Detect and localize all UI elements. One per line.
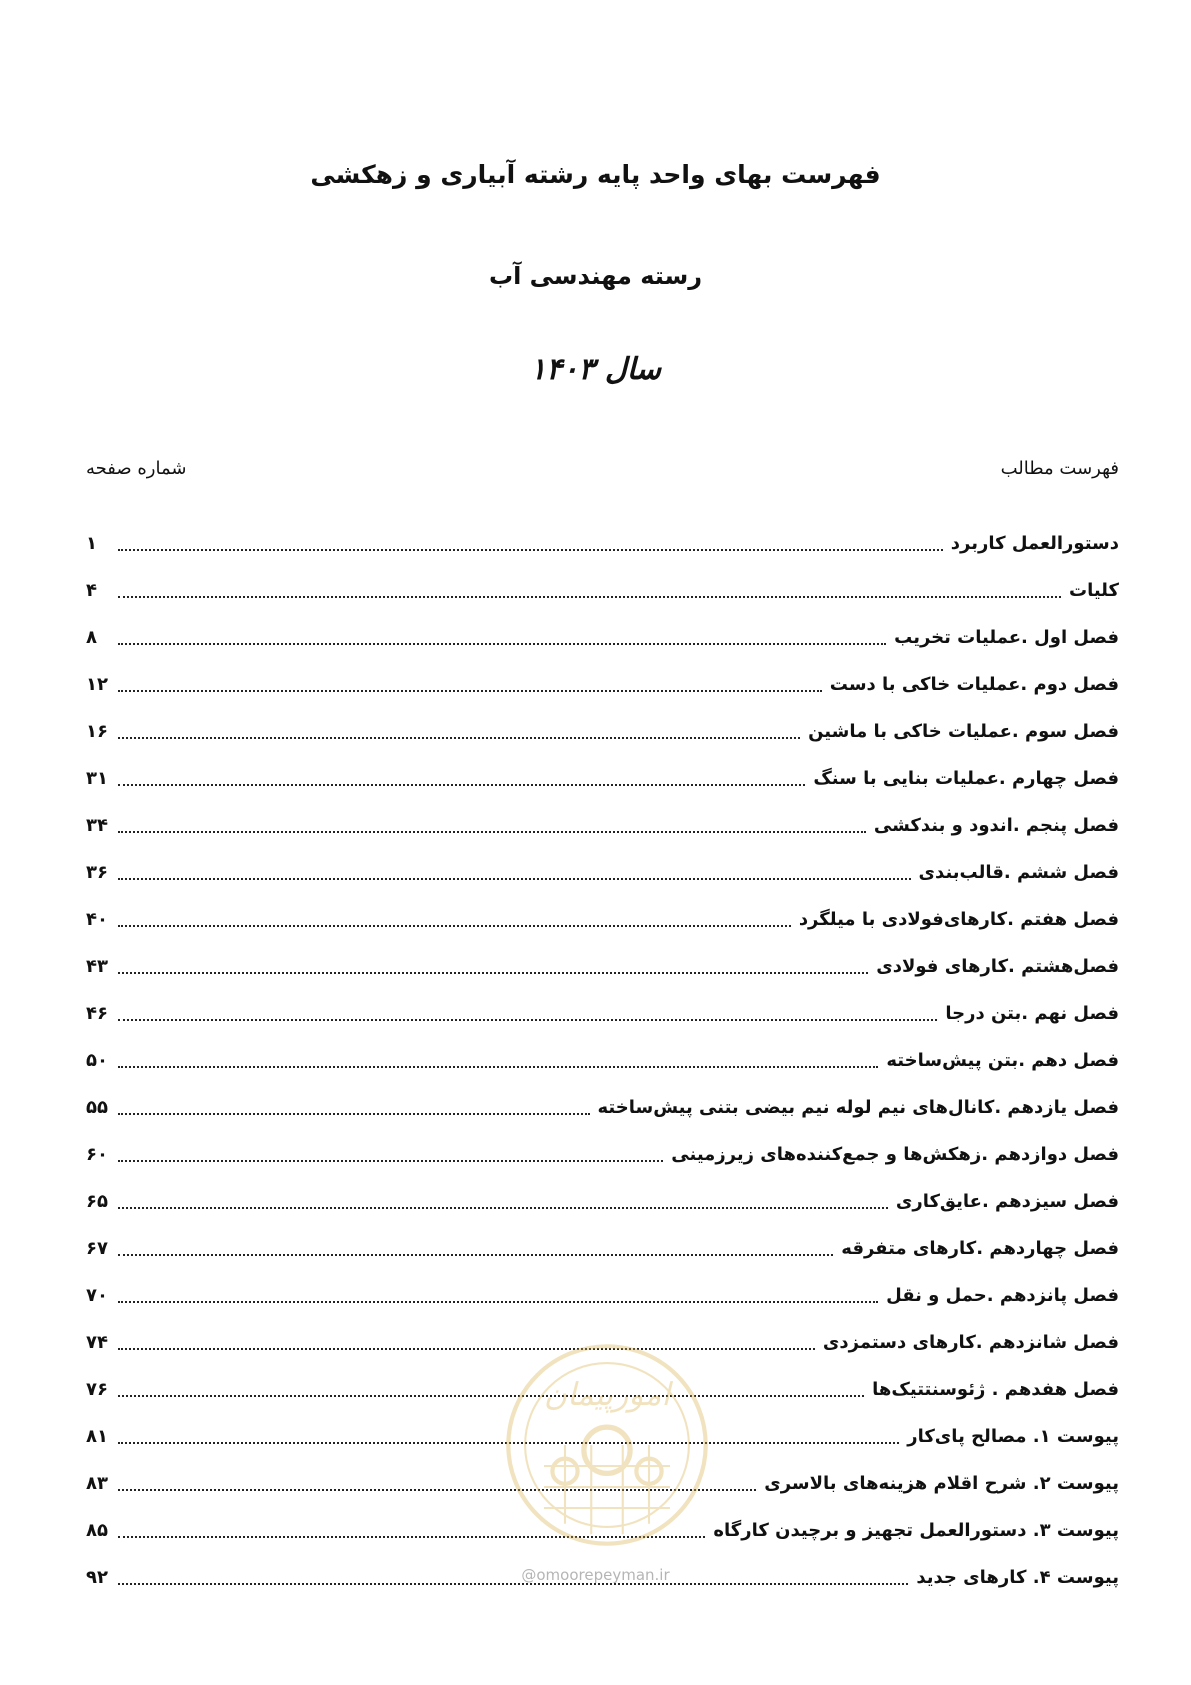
toc-entry-page: ۷۰ <box>86 1285 108 1306</box>
toc-entry-page: ۴۳ <box>86 956 108 977</box>
toc-dot-leader <box>118 1254 833 1256</box>
toc-entry-title: فصل سیزدهم .عایق‌کاری <box>895 1191 1119 1212</box>
toc-entry <box>86 755 1119 802</box>
toc-entry-page: ۵۰ <box>86 1050 108 1071</box>
toc-entry-title: فصل اول .عملیات تخریب <box>894 627 1119 648</box>
toc-dot-leader <box>118 643 886 645</box>
toc-dot-leader <box>118 549 943 551</box>
toc-entry-title: کلیات <box>1068 580 1119 601</box>
toc-entry-title: پیوست ۱. مصالح پای‌کار <box>907 1426 1119 1447</box>
toc-entry-title: پیوست ۳. دستورالعمل تجهیز و برچیدن کارگاه <box>713 1520 1119 1541</box>
toc-entry <box>86 567 1119 614</box>
toc-entry-page: ۳۶ <box>86 862 108 883</box>
toc-entry <box>86 896 1119 943</box>
toc-entry-title: فصل پانزدهم .حمل و نقل <box>886 1285 1119 1306</box>
toc-entry-title: فصل ششم .قالب‌بندی <box>918 862 1119 883</box>
toc-entry-title: فصل هفدهم . ژئوسنتتیک‌ها <box>872 1379 1119 1400</box>
toc-dot-leader <box>118 1019 937 1021</box>
toc-entry <box>86 614 1119 661</box>
toc-entry-title: فصل دوازدهم .زهکش‌ها و جمع‌کننده‌های زیرزمینی <box>671 1144 1119 1165</box>
toc-entry-title: پیوست ۴. کارهای جدید <box>916 1567 1119 1588</box>
toc-entry-page: ۵۵ <box>86 1097 108 1118</box>
toc-entry-page: ۴۰ <box>86 909 108 930</box>
toc-dot-leader <box>118 1207 888 1209</box>
toc-dot-leader <box>118 1395 864 1397</box>
toc-dot-leader <box>118 1113 590 1115</box>
toc-entry-page: ۸۳ <box>86 1473 108 1494</box>
toc-entry-page: ۱۲ <box>86 674 108 695</box>
watermark-url: @omoorepeyman.ir <box>521 1566 670 1584</box>
toc-entry <box>86 661 1119 708</box>
year-title: سال ۱۴۰۳ <box>530 352 661 387</box>
toc-entry-page: ۷۶ <box>86 1379 108 1400</box>
main-title: فهرست بهای واحد پایه رشته آبیاری و زهکشی <box>310 160 881 189</box>
toc-dot-leader <box>118 1160 663 1162</box>
toc-dot-leader <box>118 831 866 833</box>
toc-entry-title: فصل نهم .بتن درجا <box>945 1003 1119 1024</box>
toc-dot-leader <box>118 784 805 786</box>
toc-entry <box>86 1084 1119 1131</box>
toc-entry-title: فصل هفتم .کارهای‌فولادی با میلگرد <box>798 909 1119 930</box>
toc-entry-page: ۴ <box>86 580 97 601</box>
watermark-logo-text: امورپیمان <box>543 1377 671 1414</box>
toc-entry-page: ۸ <box>86 627 97 648</box>
toc-entry-title: فصل‌هشتم .کارهای فولادی <box>876 956 1119 977</box>
toc-contents-label: فهرست مطالب <box>1000 458 1119 479</box>
toc-entry-page: ۶۵ <box>86 1191 108 1212</box>
toc-dot-leader <box>118 1066 878 1068</box>
toc-entry-page: ۶۷ <box>86 1238 108 1259</box>
toc-entry-page: ۱ <box>86 533 97 554</box>
toc-dot-leader <box>118 737 800 739</box>
toc-dot-leader <box>118 1301 878 1303</box>
toc-entry <box>86 708 1119 755</box>
toc-entry-page: ۳۱ <box>86 768 108 789</box>
toc-dot-leader <box>118 596 1061 598</box>
toc-entry-page: ۸۱ <box>86 1426 108 1447</box>
toc-entry-page: ۳۴ <box>86 815 108 836</box>
toc-entry-page: ۸۵ <box>86 1520 108 1541</box>
toc-entry-title: فصل دوم .عملیات خاکی با دست <box>829 674 1119 695</box>
toc-dot-leader <box>118 878 911 880</box>
toc-entry <box>86 802 1119 849</box>
toc-entry <box>86 1272 1119 1319</box>
toc-entry-title: فصل یازدهم .کانال‌های نیم لوله نیم بیضی بتنی پیش‌ساخته <box>597 1097 1119 1118</box>
toc-dot-leader <box>118 690 822 692</box>
toc-entry-title: فصل سوم .عملیات خاکی با ماشین <box>808 721 1119 742</box>
toc-entry-page: ۷۴ <box>86 1332 108 1353</box>
toc-page-number-label: شماره صفحه <box>86 458 187 479</box>
toc-entry <box>86 849 1119 896</box>
toc-entry-title: فصل شانزدهم .کارهای دستمزدی <box>822 1332 1119 1353</box>
toc-entry-title: فصل چهارم .عملیات بنایی با سنگ <box>813 768 1119 789</box>
toc-entry-title: دستورالعمل کاربرد <box>950 533 1119 554</box>
watermark-logo-icon <box>502 1340 712 1550</box>
toc-entry-title: پیوست ۲. شرح اقلام هزینه‌های بالاسری <box>764 1473 1119 1494</box>
toc-entry-page: ۹۲ <box>86 1567 108 1588</box>
toc-entry-title: فصل چهاردهم .کارهای متفرقه <box>841 1238 1119 1259</box>
toc-entry <box>86 990 1119 1037</box>
toc-entry <box>86 1037 1119 1084</box>
toc-entry-page: ۶۰ <box>86 1144 108 1165</box>
toc-dot-leader <box>118 972 868 974</box>
toc-entry <box>86 520 1119 567</box>
toc-entry <box>86 943 1119 990</box>
toc-entry <box>86 1131 1119 1178</box>
toc-entry-title: فصل پنجم .اندود و بندکشی <box>873 815 1119 836</box>
toc-entry-title: فصل دهم .بتن پیش‌ساخته <box>886 1050 1119 1071</box>
toc-entry <box>86 1178 1119 1225</box>
toc-entry <box>86 1225 1119 1272</box>
toc-header <box>86 458 1119 479</box>
toc-entry-page: ۴۶ <box>86 1003 108 1024</box>
toc-dot-leader <box>118 925 791 927</box>
sub-title: رسته مهندسی آب <box>488 262 703 290</box>
toc-entry-page: ۱۶ <box>86 721 108 742</box>
